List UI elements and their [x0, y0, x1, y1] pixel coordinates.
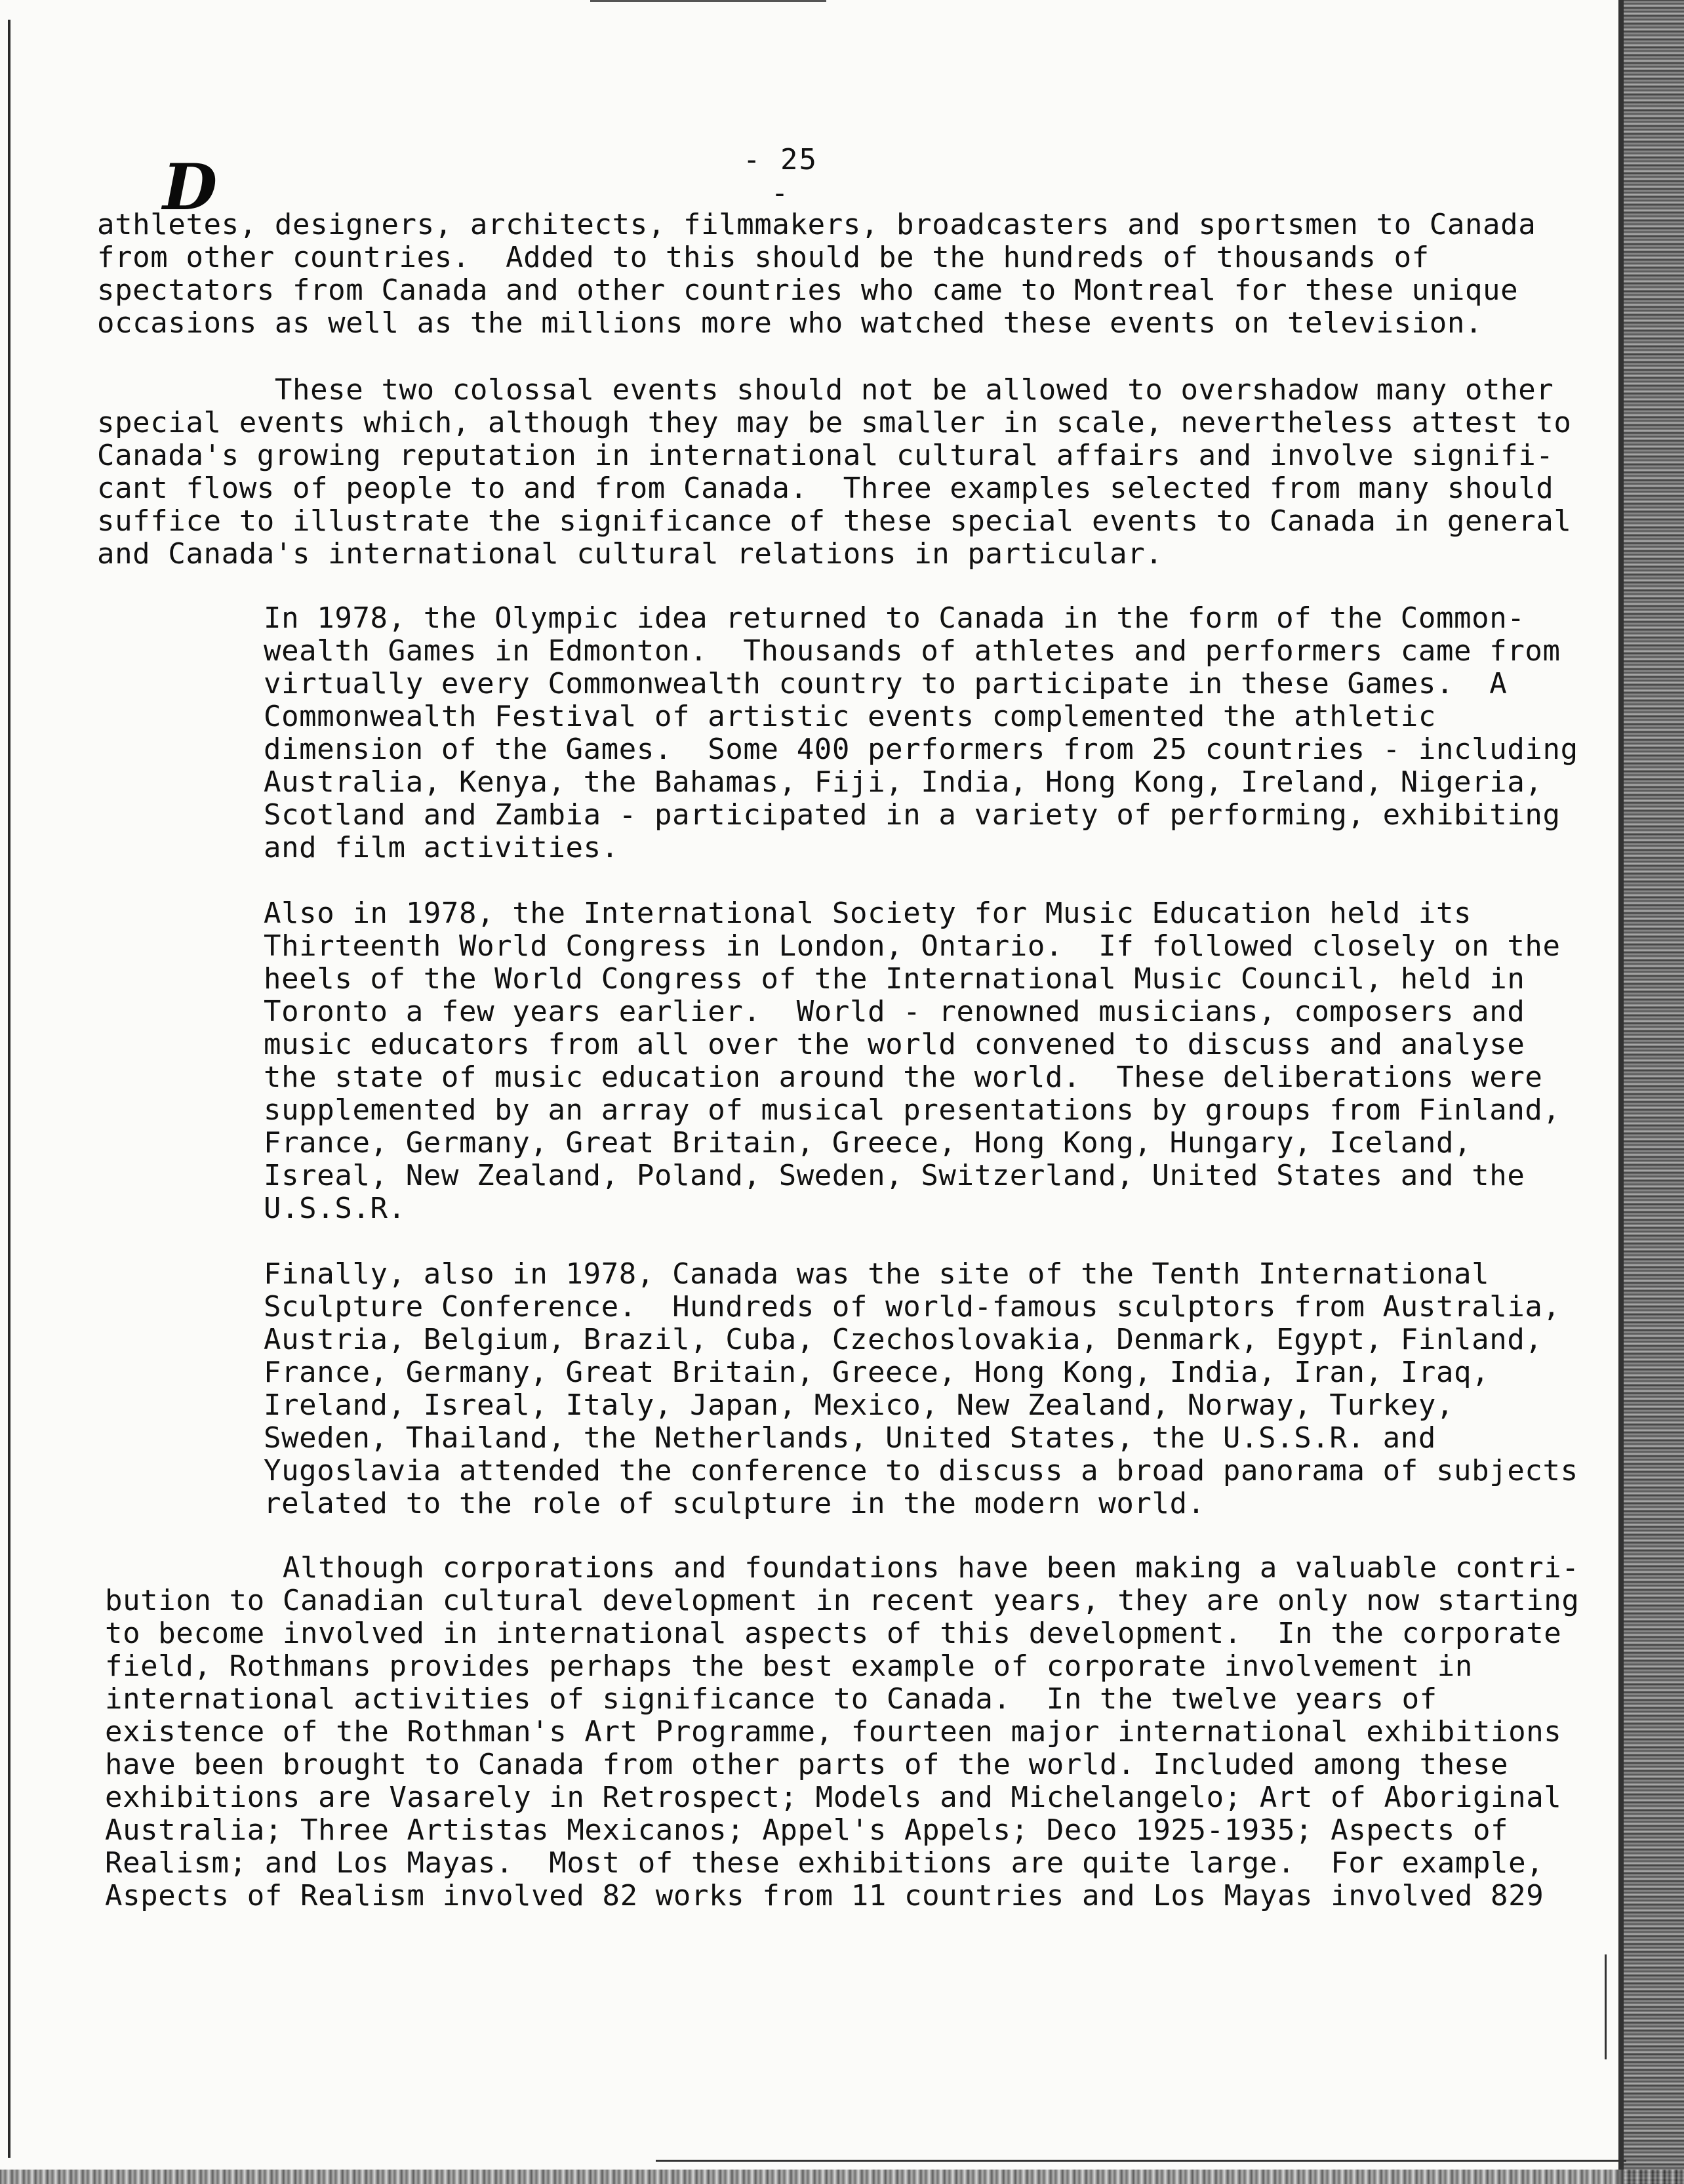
text-line: Ireland, Isreal, Italy, Japan, Mexico, New Zealand, Norway, Turkey,	[264, 1388, 1454, 1422]
paragraph-continuation	[97, 209, 1536, 340]
paragraph-sculpture-conference	[264, 1258, 1578, 1520]
text-line: France, Germany, Great Britain, Greece, Hong Kong, Hungary, Iceland,	[264, 1126, 1472, 1160]
text-line: Yugoslavia attended the conference to discuss a broad panorama of subjects	[264, 1454, 1578, 1487]
paragraph-special-events	[97, 374, 1572, 571]
text-line: music educators from all over the world convened to discuss and analyse	[264, 1028, 1525, 1061]
text-line: special events which, although they may be smaller in scale, nevertheless attest to	[97, 406, 1572, 439]
text-line: athletes, designers, architects, filmmakers, broadcasters and sportsmen to Canada	[97, 208, 1536, 241]
scan-right-mark	[1605, 1954, 1607, 2059]
text-line: from other countries. Added to this should be the hundreds of thousands of	[97, 241, 1430, 274]
scan-bottom-line	[656, 2160, 1626, 2162]
text-line: field, Rothmans provides perhaps the best example of corporate involvement in	[105, 1649, 1473, 1683]
text-line: virtually every Commonwealth country to participate in these Games. A	[264, 667, 1508, 700]
text-line: occasions as well as the millions more who watched these events on television.	[97, 306, 1483, 340]
text-line: and Canada's international cultural relations in particular.	[97, 537, 1163, 571]
text-line: Also in 1978, the International Society for Music Education held its	[264, 897, 1472, 930]
text-line: Australia, Kenya, the Bahamas, Fiji, India, Hong Kong, Ireland, Nigeria,	[264, 765, 1543, 799]
text-line: Sculpture Conference. Hundreds of world-famous sculptors from Australia,	[264, 1290, 1561, 1324]
text-line: dimension of the Games. Some 400 performers from 25 countries - including	[264, 733, 1578, 766]
text-line: and film activities.	[264, 831, 619, 864]
text-line: cant flows of people to and from Canada. Three examples selected from many should	[97, 472, 1554, 505]
paragraph-corporations	[105, 1552, 1580, 1912]
text-line: heels of the World Congress of the International Music Council, held in	[264, 962, 1525, 996]
text-line: to become involved in international aspects of this development. In the corporate	[105, 1617, 1562, 1650]
text-line: Although corporations and foundations have been making a valuable contri-	[105, 1551, 1580, 1585]
text-line: exhibitions are Vasarely in Retrospect; Models and Michelangelo; Art of Aboriginal	[105, 1781, 1562, 1814]
text-line: U.S.S.R.	[264, 1192, 406, 1225]
text-line: Toronto a few years earlier. World - renowned musicians, composers and	[264, 995, 1525, 1028]
text-line: suffice to illustrate the significance of these special events to Canada in general	[97, 504, 1572, 538]
text-line: supplemented by an array of musical presentations by groups from Finland,	[264, 1093, 1561, 1127]
text-line: Scotland and Zambia - participated in a variety of performing, exhibiting	[264, 798, 1561, 832]
scan-bottom-edge	[0, 2170, 1684, 2184]
text-line: bution to Canadian cultural development in recent years, they are only now starting	[105, 1584, 1580, 1617]
handwritten-mark: D	[163, 150, 218, 224]
scan-right-edge	[1624, 0, 1684, 2184]
text-line: Australia; Three Artistas Mexicanos; Appel's Appels; Deco 1925-1935; Aspects of	[105, 1813, 1509, 1847]
text-line: have been brought to Canada from other parts of the world. Included among these	[105, 1748, 1509, 1781]
text-line: Sweden, Thailand, the Netherlands, United States, the U.S.S.R. and	[264, 1421, 1436, 1455]
text-line: Aspects of Realism involved 82 works from 11 countries and Los Mayas involved 829	[105, 1879, 1544, 1912]
paragraph-commonwealth-games	[264, 602, 1578, 864]
text-line: wealth Games in Edmonton. Thousands of athletes and performers came from	[264, 634, 1561, 668]
text-line: Austria, Belgium, Brazil, Cuba, Czechoslovakia, Denmark, Egypt, Finland,	[264, 1323, 1543, 1356]
scan-top-line	[590, 0, 826, 2]
paragraph-music-education	[264, 897, 1561, 1225]
text-line: France, Germany, Great Britain, Greece, Hong Kong, India, Iran, Iraq,	[264, 1356, 1490, 1389]
text-line: These two colossal events should not be allowed to overshadow many other	[97, 373, 1554, 407]
text-line: related to the role of sculpture in the modern world.	[264, 1487, 1205, 1520]
text-line: Realism; and Los Mayas. Most of these exhibitions are quite large. For example,	[105, 1846, 1544, 1880]
text-line: Thirteenth World Congress in London, Ontario. If followed closely on the	[264, 929, 1561, 963]
scan-left-border	[8, 20, 10, 2158]
page-number: - 25 -	[743, 143, 818, 210]
text-line: In 1978, the Olympic idea returned to Canada in the form of the Common-	[264, 601, 1525, 635]
text-line: Commonwealth Festival of artistic events complemented the athletic	[264, 700, 1436, 733]
text-line: Canada's growing reputation in international cultural affairs and involve signifi-	[97, 439, 1554, 472]
text-line: spectators from Canada and other countries who came to Montreal for these unique	[97, 273, 1519, 307]
text-line: the state of music education around the world. These deliberations were	[264, 1061, 1543, 1094]
text-line: existence of the Rothman's Art Programme, fourteen major international exhibitions	[105, 1715, 1562, 1749]
text-line: international activities of significance to Canada. In the twelve years of	[105, 1682, 1437, 1716]
text-line: Finally, also in 1978, Canada was the site of the Tenth International	[264, 1257, 1490, 1291]
text-line: Isreal, New Zealand, Poland, Sweden, Switzerland, United States and the	[264, 1159, 1525, 1192]
